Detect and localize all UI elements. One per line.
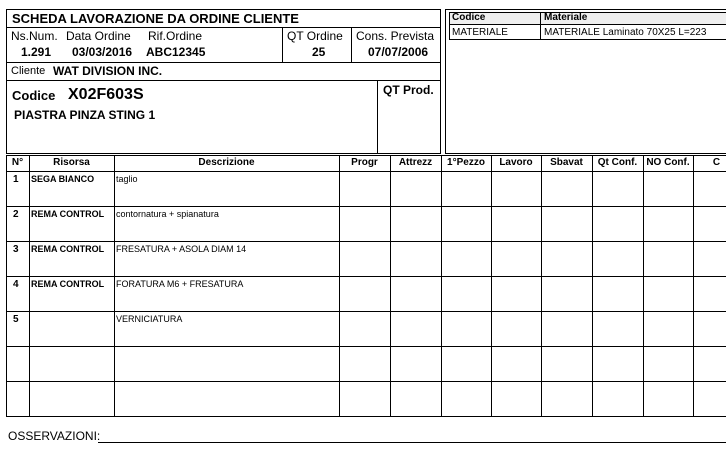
- row-description: taglio: [116, 174, 138, 184]
- column-header: Sbavat: [550, 157, 583, 168]
- column-header: Lavoro: [499, 157, 533, 168]
- qt-ordine-label: QT Ordine: [287, 29, 343, 43]
- form-title: SCHEDA LAVORAZIONE DA ORDINE CLIENTE: [12, 11, 299, 26]
- product-description: PIASTRA PINZA STING 1: [14, 108, 156, 122]
- row-description: VERNICIATURA: [116, 314, 183, 324]
- column-border: [114, 155, 115, 416]
- row-number: 5: [13, 314, 19, 325]
- row-number: 1: [13, 174, 19, 185]
- column-header: Qt Conf.: [597, 157, 638, 168]
- row-resource: REMA CONTROL: [31, 244, 105, 254]
- cliente-value: WAT DIVISION INC.: [53, 64, 163, 78]
- column-border: [541, 155, 542, 416]
- row-description: contornatura + spianatura: [116, 209, 219, 219]
- qt-ordine-value: 25: [312, 45, 326, 59]
- column-header: 1°Pezzo: [447, 157, 485, 168]
- materials-col-codice: Codice: [452, 12, 486, 23]
- column-border: [693, 155, 694, 416]
- cons-prevista-value: 07/07/2006: [368, 45, 429, 59]
- column-header: Descrizione: [198, 157, 255, 168]
- column-border: [29, 155, 30, 416]
- column-border: [6, 155, 7, 416]
- codice-label: Codice: [12, 88, 56, 103]
- column-border: [390, 155, 391, 416]
- column-header: Risorsa: [53, 157, 90, 168]
- ns-num-label: Ns.Num.: [11, 29, 58, 43]
- column-border: [441, 155, 442, 416]
- row-border: [6, 416, 726, 417]
- row-resource: REMA CONTROL: [31, 279, 105, 289]
- cliente-label: Cliente: [11, 65, 46, 77]
- data-ordine-label: Data Ordine: [66, 29, 131, 43]
- osservazioni-line: [98, 442, 726, 443]
- material-codice: MATERIALE: [452, 27, 508, 38]
- column-header: Progr: [351, 157, 378, 168]
- qt-prod-label: QT Prod.: [383, 83, 434, 97]
- column-border: [592, 155, 593, 416]
- column-header: C: [712, 157, 721, 168]
- rif-ordine-value: ABC12345: [146, 45, 206, 59]
- column-border: [339, 155, 340, 416]
- ns-num-value: 1.291: [21, 45, 52, 59]
- codice-value: X02F603S: [68, 86, 144, 103]
- row-resource: SEGA BIANCO: [31, 174, 95, 184]
- row-number: 3: [13, 244, 19, 255]
- row-description: FRESATURA + ASOLA DIAM 14: [116, 244, 247, 254]
- material-description: MATERIALE Laminato 70X25 L=223: [544, 27, 707, 38]
- osservazioni-label: OSSERVAZIONI:: [8, 429, 101, 443]
- column-header: NO Conf.: [646, 157, 690, 168]
- column-header: N°: [11, 157, 24, 168]
- row-description: FORATURA M6 + FRESATURA: [116, 279, 244, 289]
- column-header: Attrezz: [398, 157, 433, 168]
- row-resource: REMA CONTROL: [31, 209, 105, 219]
- column-border: [643, 155, 644, 416]
- materials-col-materiale: Materiale: [544, 12, 588, 23]
- row-number: 2: [13, 209, 19, 220]
- rif-ordine-label: Rif.Ordine: [148, 29, 203, 43]
- column-border: [491, 155, 492, 416]
- row-number: 4: [13, 279, 19, 290]
- cons-prevista-label: Cons. Prevista: [356, 29, 435, 43]
- data-ordine-value: 03/03/2016: [72, 45, 133, 59]
